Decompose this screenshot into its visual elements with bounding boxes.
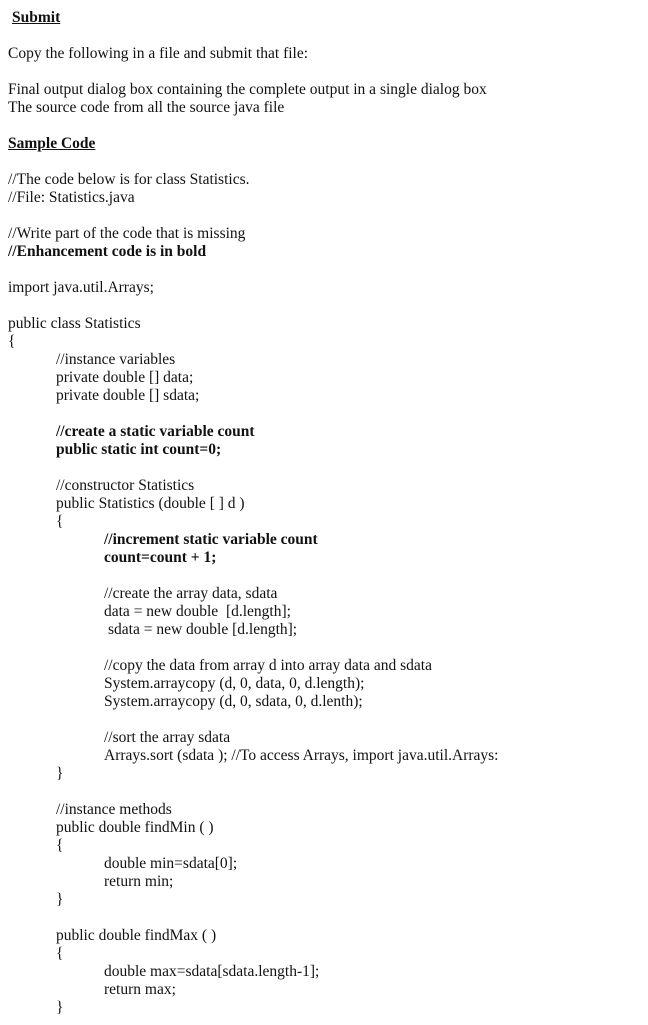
- import-statement: import java.util.Arrays;: [8, 279, 154, 296]
- code-statement: System.arraycopy (d, 0, data, 0, d.length);: [104, 675, 365, 692]
- method-declaration: public double findMin ( ): [56, 819, 214, 836]
- code-comment: //create the array data, sdata: [104, 585, 278, 602]
- code-comment: //File: Statistics.java: [8, 189, 135, 206]
- code-statement: sdata = new double [d.length];: [108, 621, 298, 638]
- code-statement: return min;: [104, 873, 174, 890]
- constructor-declaration: public Statistics (double [ ] d ): [56, 495, 245, 512]
- code-comment: //Write part of the code that is missing: [8, 225, 246, 242]
- code-statement: Arrays.sort (sdata ); //To access Arrays, import java.util.Arrays:: [104, 747, 499, 764]
- method-close-brace: }: [56, 891, 64, 908]
- class-declaration: public class Statistics: [8, 315, 141, 332]
- code-comment: //instance methods: [56, 801, 172, 818]
- field-declaration: private double [] data;: [56, 369, 194, 386]
- requirement-1: Final output dialog box containing the complete output in a single dialog box: [8, 81, 487, 98]
- code-statement: data = new double [d.length];: [104, 603, 291, 620]
- code-comment: //sort the array sdata: [104, 729, 231, 746]
- code-comment: //instance variables: [56, 351, 176, 368]
- method-declaration: public double findMax ( ): [56, 927, 217, 944]
- method-open-brace: {: [56, 945, 64, 962]
- static-field-declaration: public static int count=0;: [56, 441, 222, 458]
- code-comment: //constructor Statistics: [56, 477, 195, 494]
- code-statement: return max;: [104, 981, 176, 998]
- method-open-brace: {: [56, 837, 64, 854]
- code-comment-bold: //increment static variable count: [104, 531, 318, 548]
- requirement-2: The source code from all the source java file: [8, 99, 285, 116]
- code-statement: System.arraycopy (d, 0, sdata, 0, d.lenth);: [104, 693, 363, 710]
- code-comment: //copy the data from array d into array data and sdata: [104, 657, 432, 674]
- submit-heading: Submit: [12, 9, 61, 26]
- code-comment: //The code below is for class Statistics.: [8, 171, 250, 188]
- field-declaration: private double [] sdata;: [56, 387, 200, 404]
- intro-text: Copy the following in a file and submit that file:: [8, 45, 309, 62]
- code-statement: double min=sdata[0];: [104, 855, 238, 872]
- constructor-open-brace: {: [56, 513, 64, 530]
- code-comment-bold: //Enhancement code is in bold: [8, 243, 207, 260]
- code-comment-bold: //create a static variable count: [56, 423, 255, 440]
- class-open-brace: {: [8, 333, 16, 350]
- constructor-close-brace: }: [56, 765, 64, 782]
- increment-statement: count=count + 1;: [104, 549, 217, 566]
- method-close-brace: }: [56, 999, 64, 1016]
- code-statement: double max=sdata[sdata.length-1];: [104, 963, 320, 980]
- sample-code-heading: Sample Code: [8, 135, 96, 152]
